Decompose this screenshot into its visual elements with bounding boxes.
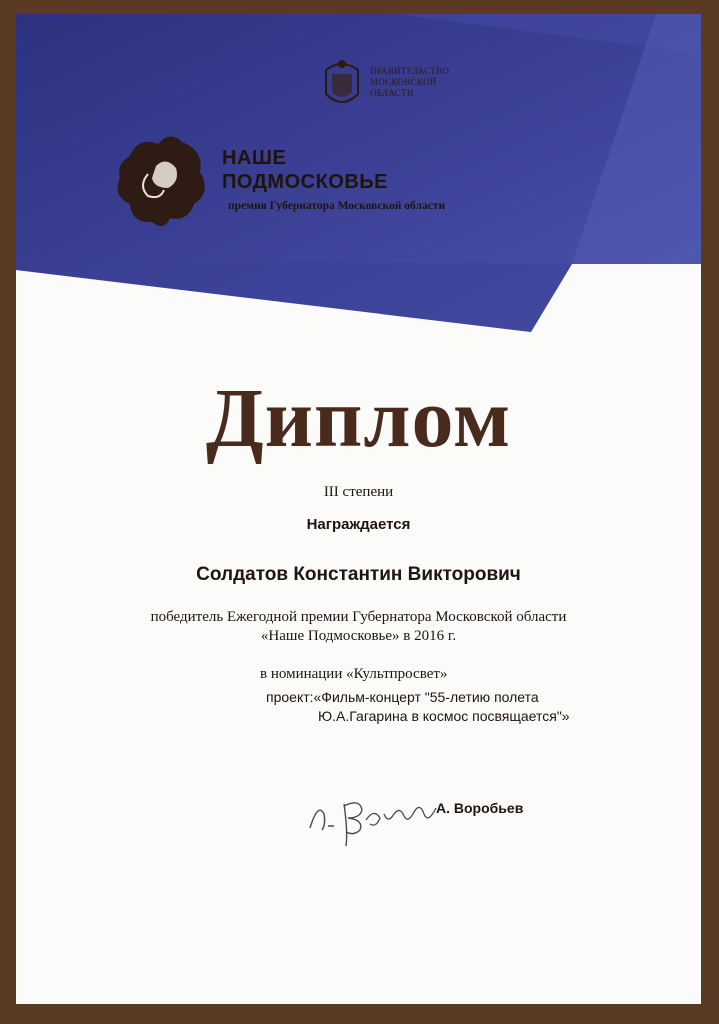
signer-name: А. Воробьев — [436, 800, 524, 816]
winner-line2: «Наше Подмосковье» в 2016 г. — [260, 628, 457, 644]
moscow-region-map-icon — [108, 126, 218, 236]
recipient-name: Солдатов Константин Викторович — [196, 564, 521, 585]
brand-title-line1: НАШЕ — [222, 147, 287, 169]
coat-of-arms-icon — [318, 56, 366, 114]
winner-description — [16, 608, 701, 646]
brand-subtitle: премия Губернатора Московской области — [228, 200, 446, 212]
project-line2: Ю.А.Гагарина в космос посвящается"» — [318, 708, 570, 724]
diploma-degree: III степени — [323, 484, 394, 500]
project-description — [266, 688, 606, 726]
government-logo — [318, 56, 478, 116]
handwritten-signature — [304, 784, 444, 850]
awarded-label: Награждается — [306, 516, 411, 533]
brand-title — [222, 146, 482, 194]
nomination: в номинации «Культпросвет» — [260, 666, 448, 682]
government-name: ПРАВИТЕЛЬСТВО МОСКОВСКОЙ ОБЛАСТИ — [370, 66, 450, 98]
winner-line1: победитель Ежегодной премии Губернатора Московской области — [150, 609, 567, 625]
brand-title-line2: ПОДМОСКОВЬЕ — [222, 171, 388, 193]
project-line1: проект:«Фильм-концерт "55-летию полета — [266, 689, 539, 705]
diploma-title: Диплом — [205, 372, 512, 465]
diploma-sheet — [16, 14, 701, 1004]
